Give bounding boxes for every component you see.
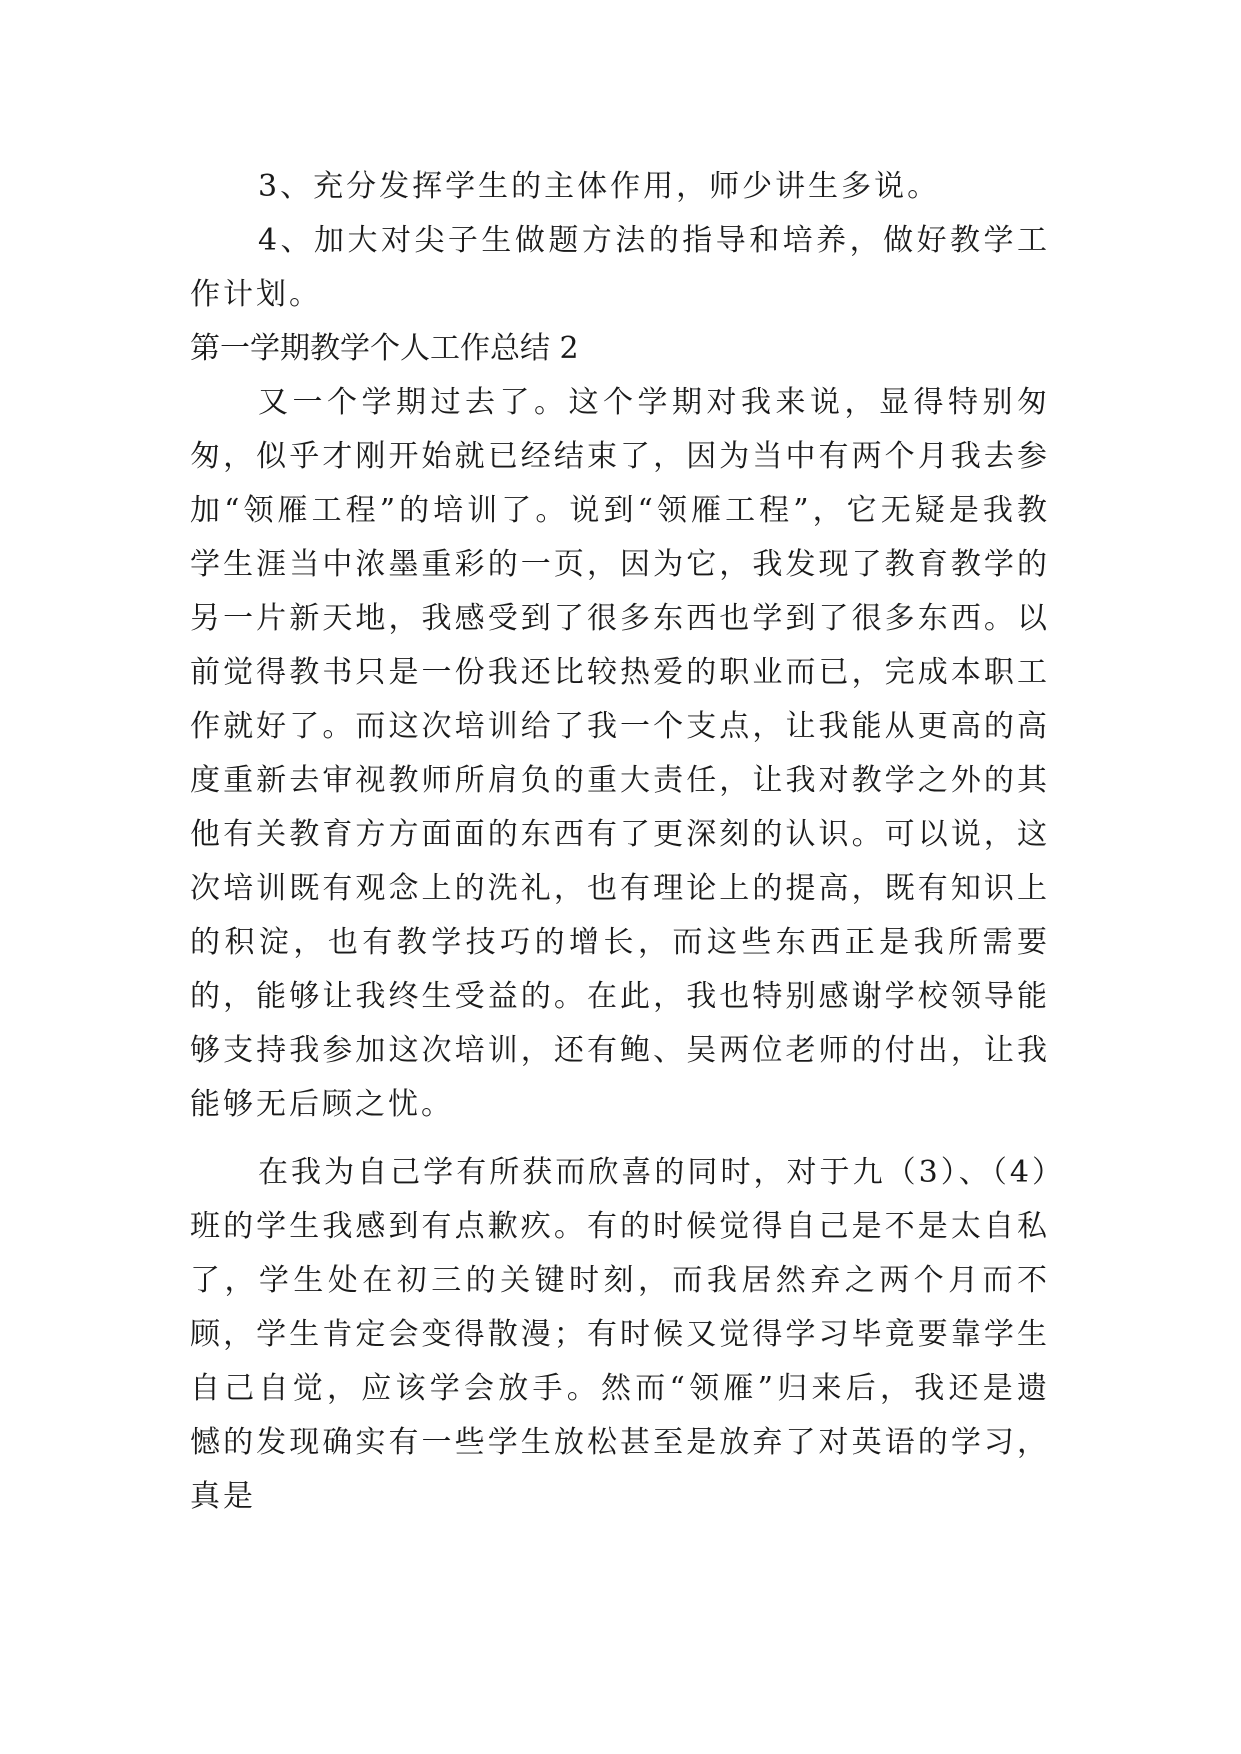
- document-body: [190, 160, 1050, 1524]
- paragraph-body-2: 在我为自己学有所获而欣喜的同时，对于九（3）、（4）班的学生我感到有点歉疚。有的时候觉得自己是不是太自私了，学生处在初三的关键时刻，而我居然弃之两个月而不顾，学生肯定会变得散漫；有时候又觉得学习毕竟要靠学生自己自觉，应该学会放手。然而“领雁”归来后，我还是遗憾的发现确实有一些学生放松甚至是放弃了对英语的学习，真是: [190, 1155, 1050, 1514]
- paragraph-body-1: 又一个学期过去了。这个学期对我来说，显得特别匆匆，似乎才刚开始就已经结束了，因为当中有两个月我去参加“领雁工程”的培训了。说到“领雁工程”，它无疑是我教学生涯当中浓墨重彩的一页，因为它，我发现了教育教学的另一片新天地，我感受到了很多东西也学到了很多东西。以前觉得教书只是一份我还比较热爱的职业而已，完成本职工作就好了。而这次培训给了我一个支点，让我能从更高的高度重新去审视教师所肩负的重大责任，让我对教学之外的其他有关教育方方面面的东西有了更深刻的认识。可以说，这次培训既有观念上的洗礼，也有理论上的提高，既有知识上的积淀，也有教学技巧的增长，而这些东西正是我所需要的，能够让我终生受益的。在此，我也特别感谢学校领导能够支持我参加这次培训，还有鲍、吴两位老师的付出，让我能够无后顾之忧。: [190, 385, 1050, 1122]
- section-heading: 第一学期教学个人工作总结 2: [190, 331, 579, 366]
- paragraph-point-3: 3、充分发挥学生的主体作用，师少讲生多说。: [258, 169, 941, 204]
- paragraph-point-4: 4、加大对尖子生做题方法的指导和培养，做好教学工作计划。: [190, 223, 1050, 312]
